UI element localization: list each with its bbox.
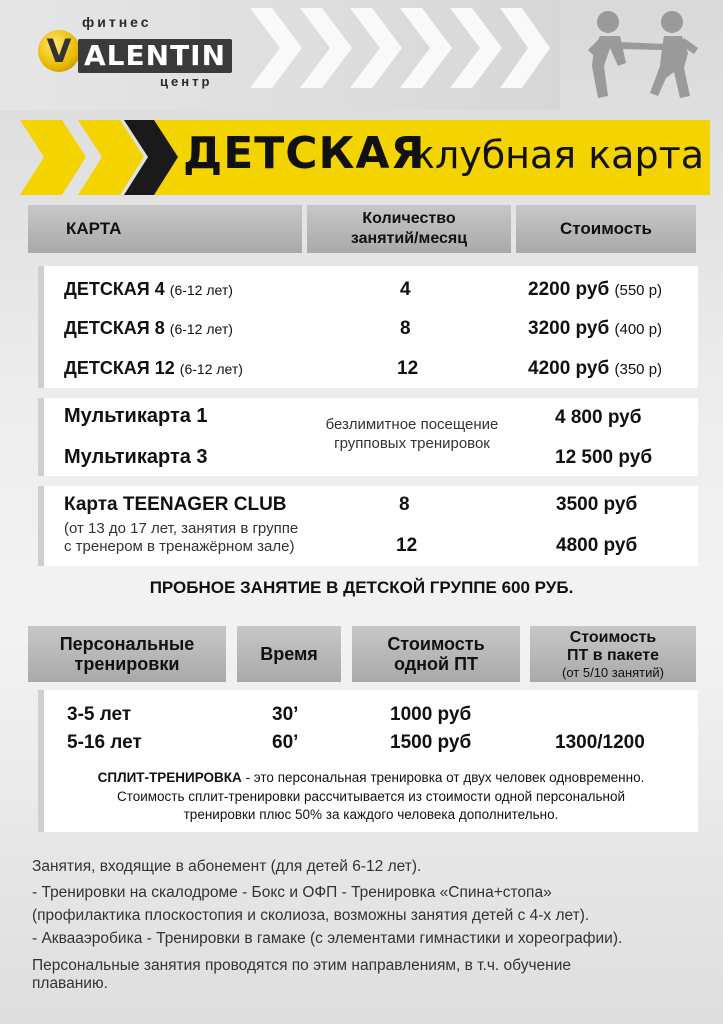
logo-v-letter: V [38,30,80,72]
split-desc: - это персональная тренировка от двух человек одновременно. [241,770,645,785]
split-title: СПЛИТ-ТРЕНИРОВКА [97,770,242,785]
price-per-lesson: (400 р) [614,321,663,338]
header-card: КАРТА [28,205,302,253]
split-line-1 [44,770,698,785]
title-bold: ДЕТСКАЯ [183,128,426,179]
logo [30,12,260,90]
split-line-2: Стоимость сплит-тренировки рассчитывается из стоимости одной персональной [116,789,626,804]
logo-name: ALENTIN [78,39,232,73]
header-package-price [530,626,696,682]
header-package-note: (от 5/10 занятий) [562,664,664,680]
pt-package-price: 1300/1200 [555,732,645,753]
teen-count-2: 12 [396,535,418,556]
price-value: 3200 руб [528,318,610,339]
header-time: Время [237,626,341,682]
row-age: (6-12 лет) [169,321,233,337]
footer-line: Персональные занятия проводятся по этим направлениям, в т.ч. обучение [32,957,571,974]
teen-price-1: 3500 руб [556,494,638,515]
header-single-price: Стоимость одной ПТ [352,626,520,682]
header-package-label: Стоимость ПТ в пакете [567,628,659,664]
price-per-lesson: (550 р) [614,282,663,299]
table-row [64,279,233,300]
footer-line: - Тренировки на скалодроме - Бокс и ОФП - Тренировка «Спина+стопа» [32,884,552,901]
row-age: (6-12 лет) [169,282,233,298]
row-name: ДЕТСКАЯ 8 [64,318,165,338]
logo-bottom-text: центр [160,74,213,89]
header-price: Стоимость [516,205,696,253]
footer-line: (профилактика плоскостопия и сколиоза, возможны занятия детей с 4-х лет). [32,907,590,924]
price-value: 4200 руб [528,358,610,379]
multicard-note-1: безлимитное посещение [325,416,499,433]
teen-price-2: 4800 руб [556,535,638,556]
multicard-1-price: 4 800 руб [555,407,642,428]
row-age: (6-12 лет) [179,361,243,377]
table-row [64,358,243,379]
pt-price-1: 1000 руб [390,704,472,725]
logo-top-text: фитнес [82,14,152,30]
row-name: ДЕТСКАЯ 12 [64,358,175,378]
header-personal: Персональные тренировки [28,626,226,682]
pt-price-2: 1500 руб [390,732,472,753]
pt-age-1: 3-5 лет [67,704,132,725]
split-line-3: тренировки плюс 50% за каждого человека дополнительно. [183,807,559,822]
price-per-lesson: (350 р) [614,361,663,378]
multicard-3-price: 12 500 руб [555,447,653,468]
teen-card-desc-1: (от 13 до 17 лет, занятия в группе [64,520,299,537]
footer-line: - Аквааэробика - Тренировки в гамаке (с элементами гимнастики и хореографии). [32,930,623,947]
teen-count-1: 8 [399,494,410,515]
pt-time-2: 60’ [272,732,299,753]
multicard-note-2: групповых тренировок [334,435,490,452]
footer-line: плаванию. [32,975,108,992]
multicard-3-name: Мультикарта 3 [64,446,208,468]
row-count: 8 [400,318,411,339]
footer-line: Занятия, входящие в абонемент (для детей 6-12 лет). [32,858,422,875]
row-count: 12 [397,358,419,379]
table-row [64,318,233,339]
kids-playing-icon [580,8,700,103]
chevron-decoration [250,8,550,88]
pt-time-1: 30’ [272,704,299,725]
teen-card-name: Карта TEENAGER CLUB [64,494,287,515]
teen-card-desc-2: с тренером в тренажёрном зале) [64,538,295,555]
row-price [528,279,662,301]
title-light: клубная карта [412,133,705,177]
multicard-1-name: Мультикарта 1 [64,405,208,427]
header-count: Количество занятий/месяц [307,205,511,253]
pt-age-2: 5-16 лет [67,732,142,753]
row-price [528,318,662,340]
price-value: 2200 руб [528,279,610,300]
row-price [528,358,662,380]
row-count: 4 [400,279,411,300]
row-name: ДЕТСКАЯ 4 [64,279,165,299]
trial-lesson-text: ПРОБНОЕ ЗАНЯТИЕ В ДЕТСКОЙ ГРУППЕ 600 РУБ. [149,578,574,597]
